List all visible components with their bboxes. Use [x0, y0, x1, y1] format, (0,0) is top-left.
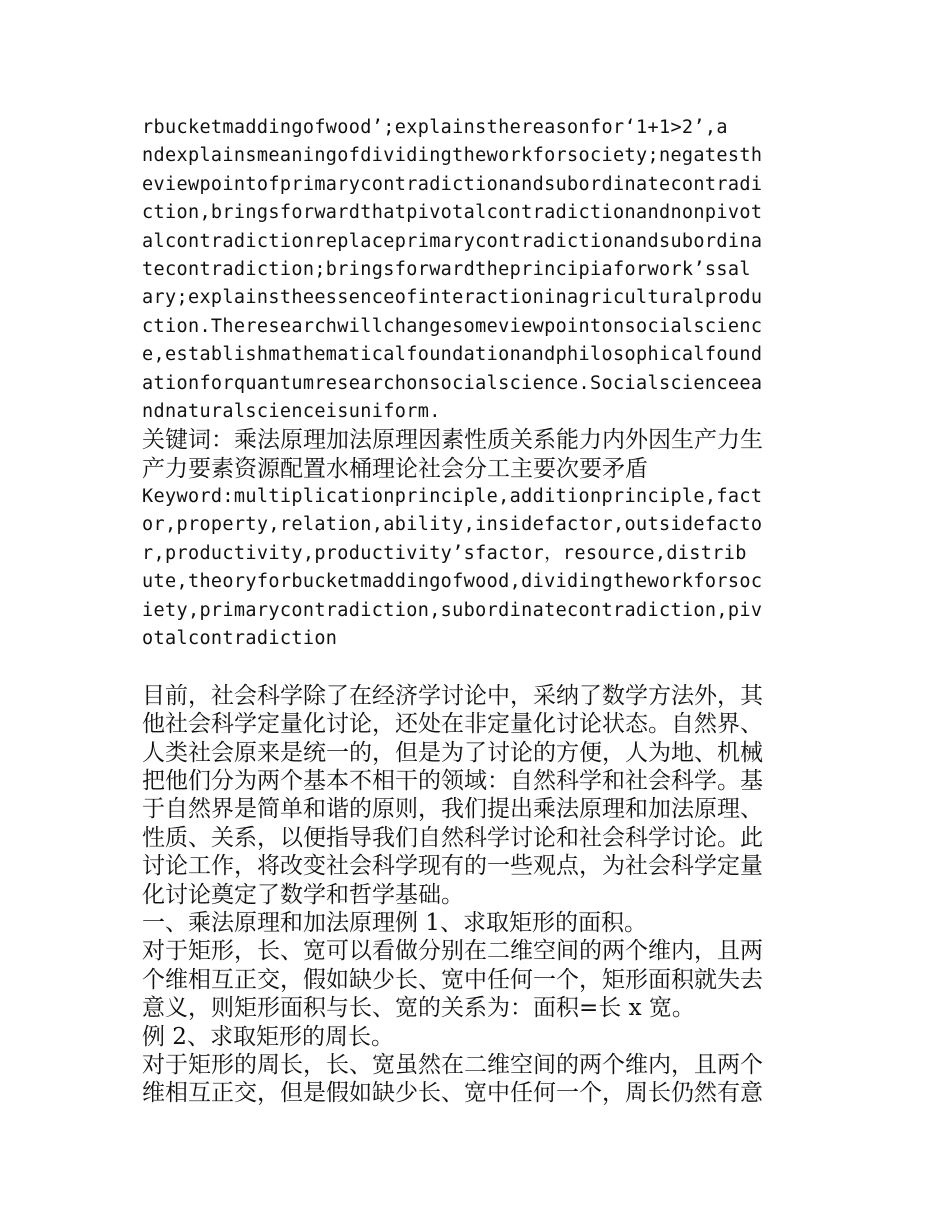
- body-line: 讨论工作，将改变社会科学现有的一些观点，为社会科学定量: [142, 853, 763, 880]
- keywords-en-line: Keyword:multiplicationprinciple,additionprinciple,fact: [142, 486, 763, 508]
- body-text: [142, 682, 814, 1108]
- body-line: 个维相互正交，假如缺少长、宽中任何一个，矩形面积就失去: [142, 966, 763, 993]
- abstract-line: e,establishmathematicalfoundationandphilosophicalfound: [142, 344, 763, 366]
- abstract-line: rbucketmaddingofwood’;explainsthereasonfor‘1+1>2’,a: [142, 117, 728, 138]
- document-page: [142, 114, 814, 1108]
- body-line: 对于矩形的周长，长、宽虽然在二维空间的两个维内，且两个: [142, 1051, 763, 1078]
- abstract-line: eviewpointofprimarycontradictionandsubordinatecontradi: [142, 173, 763, 195]
- section-heading: 一、乘法原理和加法原理例 1、求取矩形的面积。: [142, 909, 647, 936]
- abstract-line: ction,bringsforwardthatpivotalcontradictionandnonpivot: [142, 202, 763, 224]
- keywords-cn-line: 产力要素资源配置水桶理论社会分工主要次要矛盾: [142, 455, 648, 482]
- body-line: 维相互正交，但是假如缺少长、宽中任何一个，周长仍然有意: [142, 1080, 763, 1107]
- abstract-line: alcontradictionreplaceprimarycontradictionandsubordina: [142, 230, 763, 252]
- body-line: 对于矩形，长、宽可以看做分别在二维空间的两个维内，且两: [142, 938, 763, 965]
- body-line: 他社会科学定量化讨论，还处在非定量化讨论状态。自然界、: [142, 711, 763, 738]
- keywords-en-line: iety,primarycontradiction,subordinatecontradiction,piv: [142, 599, 763, 621]
- body-line: 意义，则矩形面积与长、宽的关系为：面积=长 x 宽。: [142, 995, 695, 1022]
- abstract-line: tecontradiction;bringsforwardtheprincipiaforwork’ssal: [142, 258, 751, 280]
- body-line: 于自然界是简单和谐的原则，我们提出乘法原理和加法原理、: [142, 796, 763, 823]
- abstract-line: ary;explainstheessenceofinteractioninagriculturalprodu: [142, 287, 763, 309]
- chinese-keywords: [142, 426, 814, 483]
- english-abstract: [142, 114, 814, 426]
- body-line: 人类社会原来是统一的，但是为了讨论的方便，人为地、机械: [142, 739, 763, 766]
- body-line: 化讨论奠定了数学和哲学基础。: [142, 881, 464, 908]
- example-heading: 例 2、求取矩形的周长。: [142, 1023, 394, 1050]
- paragraph-gap: [142, 653, 814, 681]
- keywords-en-line: ute,theoryforbucketmaddingofwood,dividingtheworkforsoc: [142, 571, 763, 593]
- abstract-line: ationforquantumresearchonsocialscience.Socialscienceea: [142, 372, 763, 394]
- english-keywords: [142, 483, 814, 653]
- keywords-en-line: r,productivity,productivity’sfactor，resource,distrib: [142, 542, 747, 564]
- keywords-cn-line: 关键词：乘法原理加法原理因素性质关系能力内外因生产力生: [142, 427, 763, 454]
- body-line: 把他们分为两个基本不相干的领域：自然科学和社会科学。基: [142, 767, 763, 794]
- abstract-line: ndnaturalscienceisuniform.: [142, 400, 441, 422]
- abstract-line: ction.Theresearchwillchangesomeviewpointonsocialscienc: [142, 315, 763, 337]
- keywords-en-line: or,property,relation,ability,insidefactor,outsidefacto: [142, 514, 763, 536]
- body-line: 目前，社会科学除了在经济学讨论中，采纳了数学方法外，其: [142, 682, 763, 709]
- abstract-line: ndexplainsmeaningofdividingtheworkforsociety;negatesth: [142, 145, 763, 167]
- body-line: 性质、关系，以便指导我们自然科学讨论和社会科学讨论。此: [142, 824, 763, 851]
- keywords-en-line: otalcontradiction: [142, 628, 338, 650]
